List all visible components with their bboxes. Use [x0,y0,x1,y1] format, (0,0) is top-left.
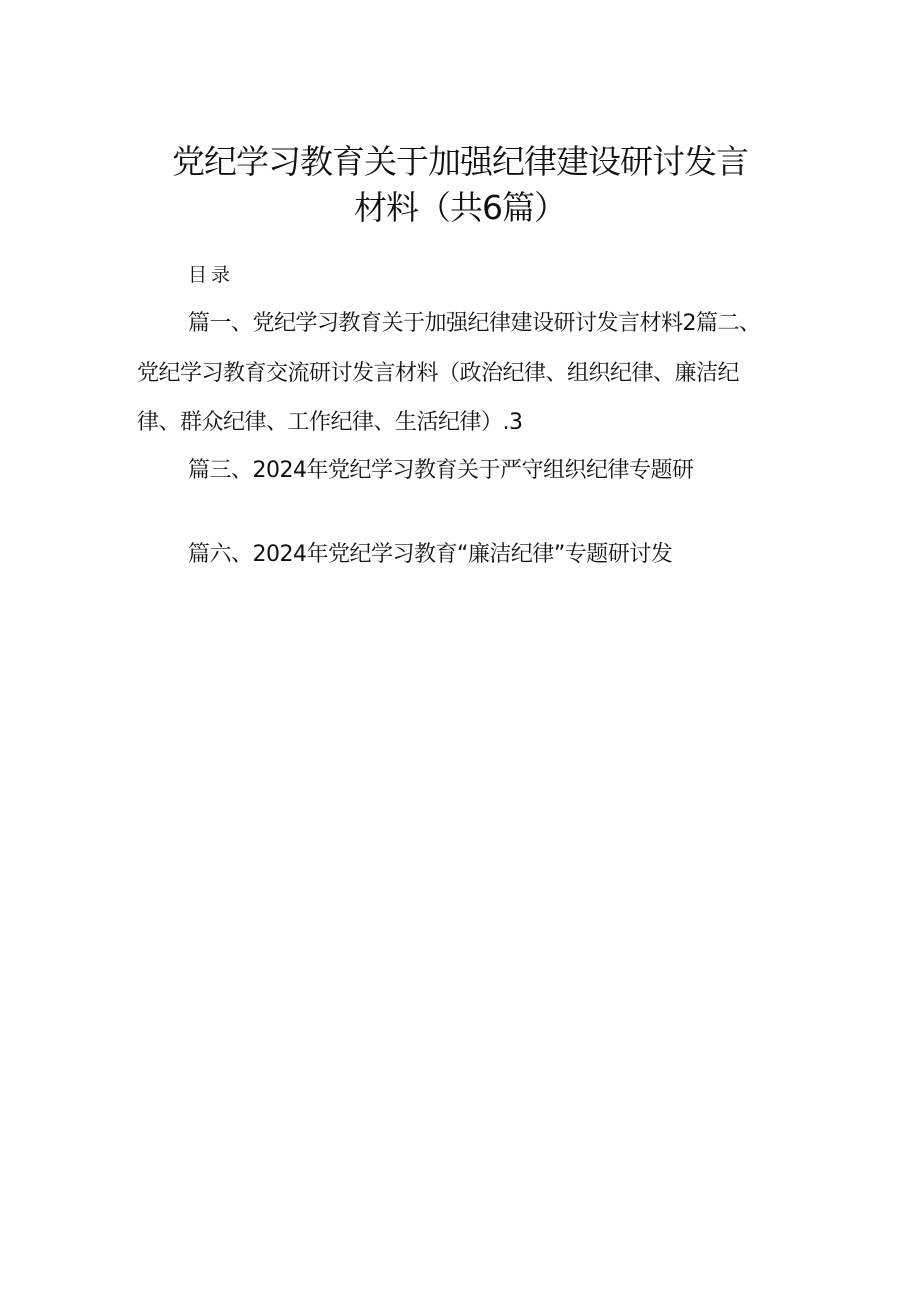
document-title-line-2: 材料（共6篇） [354,188,566,227]
toc-line: 篇三、2024年党纪学习教育关于严守组织纪律专题研 [188,458,694,483]
document-title-line-1: 党纪学习教育关于加强纪律建设研讨发言 [172,142,748,181]
toc-line: 律、群众纪律、工作纪律、生活纪律）.3 [137,410,523,435]
toc-line: 党纪学习教育交流研讨发言材料（政治纪律、组织纪律、廉洁纪 [137,361,740,386]
toc-heading: 目录 [188,264,235,286]
toc-line: 篇六、2024年党纪学习教育“廉洁纪律”专题研讨发 [188,542,673,567]
toc-line: 篇一、党纪学习教育关于加强纪律建设研讨发言材料2篇二、 [188,311,761,336]
